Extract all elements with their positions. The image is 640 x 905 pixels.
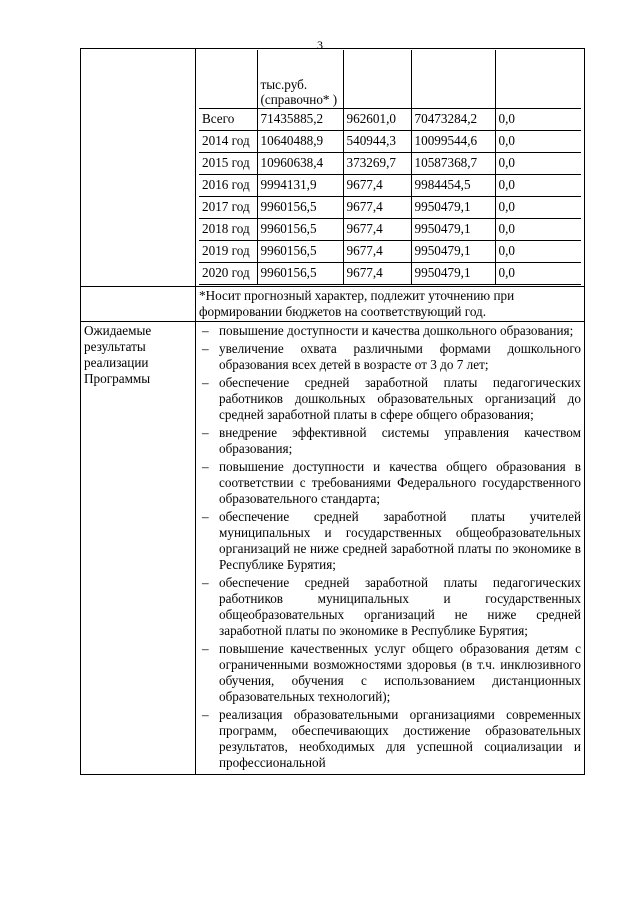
- results-list-item: – повышение доступности и качества дошкольного образования;: [199, 323, 581, 339]
- finance-regional: 9950479,1: [411, 219, 495, 241]
- finance-total: 10640488,9: [257, 131, 343, 153]
- finance-total: 10960638,4: [257, 153, 343, 175]
- results-cell: [196, 322, 585, 775]
- results-list-item: – обеспечение средней заработной платы учителей муниципальных и государственных общеобразовательных организаций не ниже средней заработной платы по экономике в Республике Бурятия;: [199, 509, 581, 573]
- page-number: 3: [317, 38, 323, 52]
- results-list-item: – повышение доступности и качества общего образования в соответствии с требованиями Федерального государственного образовательного стандарта;: [199, 459, 581, 507]
- finance-header-row: [199, 50, 581, 109]
- finance-header-unit: тыс.руб. (справочно* ): [257, 50, 343, 109]
- finance-header-empty: [411, 50, 495, 109]
- finance-municipal: 0,0: [495, 131, 581, 153]
- finance-regional: 10099544,6: [411, 131, 495, 153]
- finance-federal: 540944,3: [343, 131, 411, 153]
- program-passport-table: [80, 48, 585, 775]
- finance-row: [199, 263, 581, 285]
- finance-municipal: 0,0: [495, 153, 581, 175]
- finance-total: 9960156,5: [257, 219, 343, 241]
- finance-footnote: *Носит прогнозный характер, подлежит уточнению при формировании бюджетов на соответствующий год.: [196, 287, 585, 322]
- results-list-item: – повышение качественных услуг общего образования детям с ограниченными возможностями здоровья (в т.ч. инклюзивного обучения, обучения с использованием дистанционных образовательных технологий);: [199, 641, 581, 705]
- finance-federal: 9677,4: [343, 241, 411, 263]
- finance-federal: 9677,4: [343, 219, 411, 241]
- finance-cell: [196, 49, 585, 287]
- finance-row: [199, 175, 581, 197]
- finance-federal: 962601,0: [343, 109, 411, 131]
- finance-regional: 9984454,5: [411, 175, 495, 197]
- finance-total: 9960156,5: [257, 197, 343, 219]
- results-list-item: – реализация образовательными организациями современных программ, обеспечивающих достижение образовательных результатов, необходимых для успешной социализации и профессиональной: [199, 707, 581, 771]
- results-list-item: – обеспечение средней заработной платы педагогических работников дошкольных образовательных организаций до средней заработной платы в сфере общего образования;: [199, 375, 581, 423]
- results-list: [199, 323, 581, 771]
- results-list-item: – обеспечение средней заработной платы педагогических работников муниципальных и государственных общеобразовательных организаций не ниже средней заработной платы по экономике в Республике Бурятия;: [199, 575, 581, 639]
- finance-table: [199, 50, 581, 285]
- finance-row-label: 2018 год: [199, 219, 257, 241]
- finance-regional: 9950479,1: [411, 197, 495, 219]
- finance-row-label: Всего: [199, 109, 257, 131]
- finance-header-empty: [495, 50, 581, 109]
- finance-municipal: 0,0: [495, 241, 581, 263]
- finance-federal: 9677,4: [343, 197, 411, 219]
- finance-header-empty: [343, 50, 411, 109]
- results-label: Ожидаемые результаты реализации Программы: [81, 322, 196, 775]
- footnote-left-cell: [81, 287, 196, 322]
- finance-municipal: 0,0: [495, 197, 581, 219]
- finance-municipal: 0,0: [495, 263, 581, 285]
- finance-regional: 9950479,1: [411, 263, 495, 285]
- finance-row-label: 2017 год: [199, 197, 257, 219]
- finance-municipal: 0,0: [495, 109, 581, 131]
- finance-federal: 9677,4: [343, 263, 411, 285]
- finance-row: [199, 219, 581, 241]
- finance-row-label: 2015 год: [199, 153, 257, 175]
- finance-left-cell: [81, 49, 196, 287]
- finance-total: 9994131,9: [257, 175, 343, 197]
- finance-row: [199, 131, 581, 153]
- finance-row-label: 2016 год: [199, 175, 257, 197]
- finance-header-empty: [199, 50, 257, 109]
- finance-municipal: 0,0: [495, 219, 581, 241]
- results-list-item: – увеличение охвата различными формами дошкольного образования всех детей в возрасте от 3 до 7 лет;: [199, 341, 581, 373]
- finance-regional: 9950479,1: [411, 241, 495, 263]
- finance-municipal: 0,0: [495, 175, 581, 197]
- finance-regional: 10587368,7: [411, 153, 495, 175]
- finance-regional: 70473284,2: [411, 109, 495, 131]
- finance-federal: 373269,7: [343, 153, 411, 175]
- finance-federal: 9677,4: [343, 175, 411, 197]
- finance-total: 9960156,5: [257, 241, 343, 263]
- finance-row-label: 2019 год: [199, 241, 257, 263]
- finance-row: [199, 241, 581, 263]
- finance-row-label: 2014 год: [199, 131, 257, 153]
- finance-total: 71435885,2: [257, 109, 343, 131]
- finance-total: 9960156,5: [257, 263, 343, 285]
- finance-row-label: 2020 год: [199, 263, 257, 285]
- finance-row: [199, 109, 581, 131]
- results-list-item: – внедрение эффективной системы управления качеством образования;: [199, 425, 581, 457]
- finance-row: [199, 153, 581, 175]
- finance-row: [199, 197, 581, 219]
